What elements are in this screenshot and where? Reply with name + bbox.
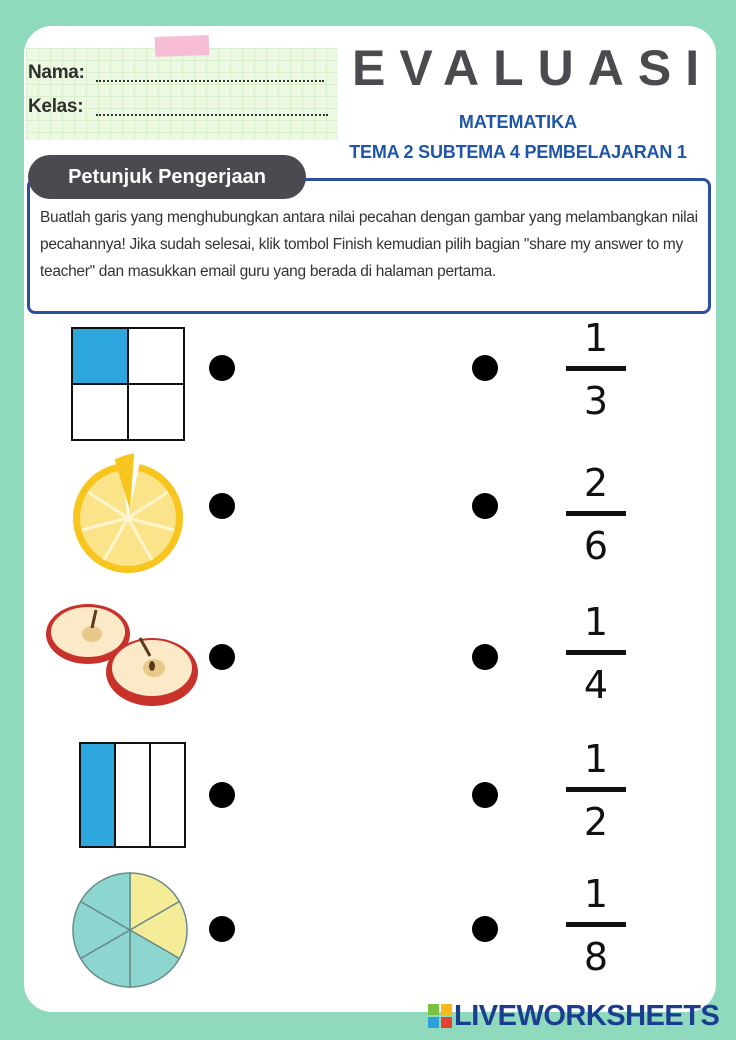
fraction-5 bbox=[556, 872, 636, 979]
square-grid-quarter-image bbox=[70, 326, 186, 442]
fraction-numerator: 1 bbox=[583, 737, 609, 781]
right-dot-1[interactable] bbox=[472, 355, 498, 381]
right-dot-4[interactable] bbox=[472, 782, 498, 808]
fraction-numerator: 2 bbox=[583, 461, 609, 505]
liveworksheets-watermark bbox=[428, 998, 734, 1034]
fraction-denominator: 8 bbox=[583, 935, 609, 979]
name-label: Nama: bbox=[28, 62, 85, 83]
left-dot-4[interactable] bbox=[209, 782, 235, 808]
fraction-numerator: 1 bbox=[583, 316, 609, 360]
fraction-bar bbox=[566, 922, 626, 927]
fraction-3 bbox=[556, 600, 636, 707]
fraction-denominator: 3 bbox=[583, 379, 609, 423]
apple-halves-image bbox=[44, 596, 200, 714]
left-dot-3[interactable] bbox=[209, 644, 235, 670]
fraction-denominator: 4 bbox=[583, 663, 609, 707]
watermark-text: LIVEWORKSHEETS bbox=[454, 1000, 720, 1032]
name-field[interactable] bbox=[96, 80, 324, 82]
fraction-1 bbox=[556, 316, 636, 423]
page-title: EVALUASI bbox=[352, 40, 714, 96]
fraction-4 bbox=[556, 737, 636, 844]
right-dot-3[interactable] bbox=[472, 644, 498, 670]
lemon-slice-image bbox=[70, 452, 186, 576]
fraction-bar bbox=[566, 787, 626, 792]
fraction-bar bbox=[566, 511, 626, 516]
fraction-2 bbox=[556, 461, 636, 568]
left-dot-5[interactable] bbox=[209, 916, 235, 942]
right-dot-5[interactable] bbox=[472, 916, 498, 942]
theme-heading: TEMA 2 SUBTEMA 4 PEMBELAJARAN 1 bbox=[349, 142, 687, 162]
fraction-bar bbox=[566, 650, 626, 655]
instructions-text: Buatlah garis yang menghubungkan antara nilai pecahan dengan gambar yang melambangkan nilai pecahannya! Jika sudah selesai, klik tombol Finish kemudian pilih bagian "share my answer to my teacher" dan masukkan email guru yang berada di halaman pertama. bbox=[40, 209, 698, 280]
class-field[interactable] bbox=[96, 114, 328, 116]
left-dot-2[interactable] bbox=[209, 493, 235, 519]
fraction-bar bbox=[566, 366, 626, 371]
pie-sixths-image bbox=[70, 870, 190, 990]
rectangle-thirds-image bbox=[78, 741, 188, 851]
class-label: Kelas: bbox=[28, 96, 84, 117]
fraction-numerator: 1 bbox=[583, 872, 609, 916]
left-dot-1[interactable] bbox=[209, 355, 235, 381]
fraction-numerator: 1 bbox=[583, 600, 609, 644]
instructions-heading: Petunjuk Pengerjaan bbox=[28, 155, 306, 199]
right-dot-2[interactable] bbox=[472, 493, 498, 519]
fraction-denominator: 2 bbox=[583, 800, 609, 844]
liveworksheets-logo-icon bbox=[428, 1004, 452, 1028]
subject-heading: MATEMATIKA bbox=[458, 112, 578, 132]
fraction-denominator: 6 bbox=[583, 524, 609, 568]
tape-decoration bbox=[155, 35, 210, 57]
